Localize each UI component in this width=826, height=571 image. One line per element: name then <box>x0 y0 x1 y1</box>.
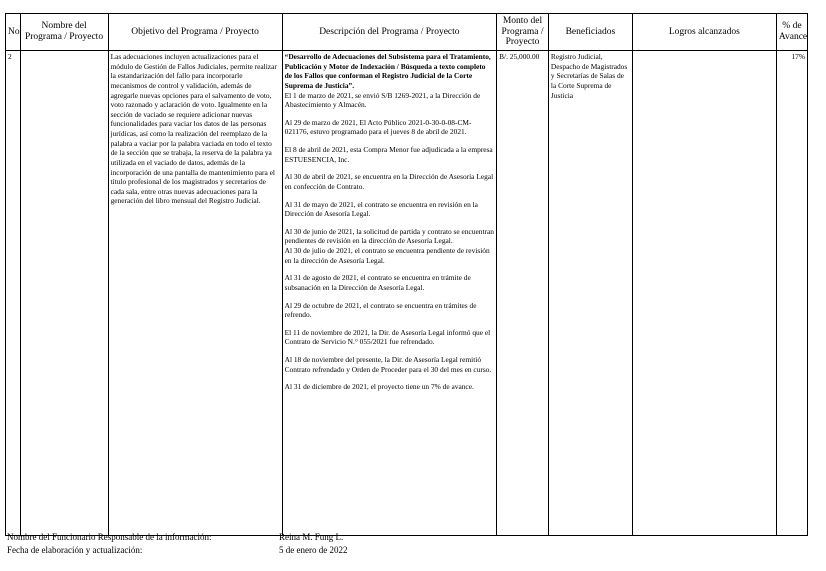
table-header-row <box>6 14 808 51</box>
header-descripcion: Descripción del Programa / Proyecto <box>282 14 496 51</box>
header-objetivo: Objetivo del Programa / Proyecto <box>108 14 282 51</box>
description-entry: Al 30 de julio de 2021, el contrato se encuentra pendiente de revisión en la dirección de Asesoría Legal. <box>284 246 490 265</box>
header-logros: Logros alcanzados <box>632 14 776 51</box>
cell-objetivo: Las adecuaciones incluyen actualizaciones para el módulo de Gestión de Fallos Judiciales, permite realizar la estandarización del fallo para incorporarle mecanismos de control y validación, además de agregarle nuevas opciones para el salvamento de voto, voto razonado y aclaración de voto. Igualmente en la sección de vaciado se requiere adicionar nuevas funcionalidades para vaciar los datos de las personas jurídicas, así como la realización del reemplazo de la palabra a vaciar por la palabra vaciada en todo el texto de la sección que se trabaja, la reserva de la palabra ya utilizada en el vaciado de datos, además de la incorporación de una pantalla de mantenimiento para el título profesional de los magistrados y secretarios de cada sala, entre otras nuevas adecuaciones para la generación del libro mensual del Registro Judicial. <box>108 51 282 536</box>
header-avance: % de Avance <box>776 14 807 51</box>
header-nombre: Nombre del Programa / Proyecto <box>20 14 108 51</box>
description-entry: Al 31 de agosto de 2021, el contrato se encuentra en trámite de subsanación en la Dirección de Asesoría Legal. <box>284 273 471 292</box>
cell-monto: B/. 25,000.00 <box>497 51 549 536</box>
description-entry: Al 31 de diciembre de 2021, el proyecto tiene un 7% de avance. <box>284 382 474 392</box>
projects-table <box>5 13 808 536</box>
description-entry: Al 30 de abril de 2021, se encuentra en la Dirección de Asesoría Legal en confección de Contrato. <box>284 172 494 191</box>
header-no: No <box>6 14 21 51</box>
header-monto: Monto del Programa / Proyecto <box>497 14 549 51</box>
description-entry: Al 29 de marzo de 2021, El Acto Público 2021-0-30-0-08-CM-021176, estuvo programado para el jueves 8 de abril de 2021. <box>284 117 472 137</box>
description-entry: Al 29 de octubre de 2021, el contrato se encuentra en trámites de refrendo. <box>284 300 477 320</box>
cell-nombre <box>20 51 108 536</box>
description-entry: El 1 de marzo de 2021, se envió S/B 1269-2021, a la Dirección de Abastecimiento y Almacén. <box>284 90 481 110</box>
fecha-label: Fecha de elaboración y actualización: <box>7 545 143 555</box>
fecha-value: 5 de enero de 2022 <box>279 545 348 555</box>
description-entry: El 11 de noviembre de 2021, la Dir. de Asesoría Legal informó que el Contrato de Servicio N.° 055/2021 fue refrendado. <box>284 327 491 347</box>
cell-avance: 17% <box>776 51 807 536</box>
cell-descripcion <box>282 51 496 536</box>
responsable-label: Nombre del Funcionario Responsable de la información: <box>7 532 212 542</box>
responsable-value: Reina M. Fung L. <box>279 532 344 542</box>
description-entry: Al 31 de mayo de 2021, el contrato se encuentra en revisión en la Dirección de Asesoría Legal. <box>284 199 478 219</box>
description-entry: El 8 de abril de 2021, esta Compra Menor fue adjudicada a la empresa ESTUESENCIA, Inc. <box>284 145 493 164</box>
cell-no: 2 <box>6 51 21 536</box>
table-row <box>6 51 808 536</box>
cell-logros <box>632 51 776 536</box>
description-title: “Desarrollo de Adecuaciones del Subsistema para el Tratamiento, Publicación y Motor de Indexación / Búsqueda a texto completo de los Fallos que conforman el Registro Judicial de la Corte Suprema de Justicia”. <box>284 52 491 90</box>
header-beneficiados: Beneficiados <box>548 14 632 51</box>
cell-beneficiados: Registro Judicial, Despacho de Magistrados y Secretarías de Salas de la Corte Suprema de Justicia <box>548 51 632 536</box>
description-entry: Al 30 de junio de 2021, la solicitud de partida y contrato se encuentran pendientes de revisión en la dirección de Asesoría Legal. <box>284 226 494 246</box>
description-entry: Al 18 de noviembre del presente, la Dir. de Asesoría Legal remitió Contrato refrendado y Orden de Proceder para el 30 del mes en curso. <box>284 355 492 374</box>
